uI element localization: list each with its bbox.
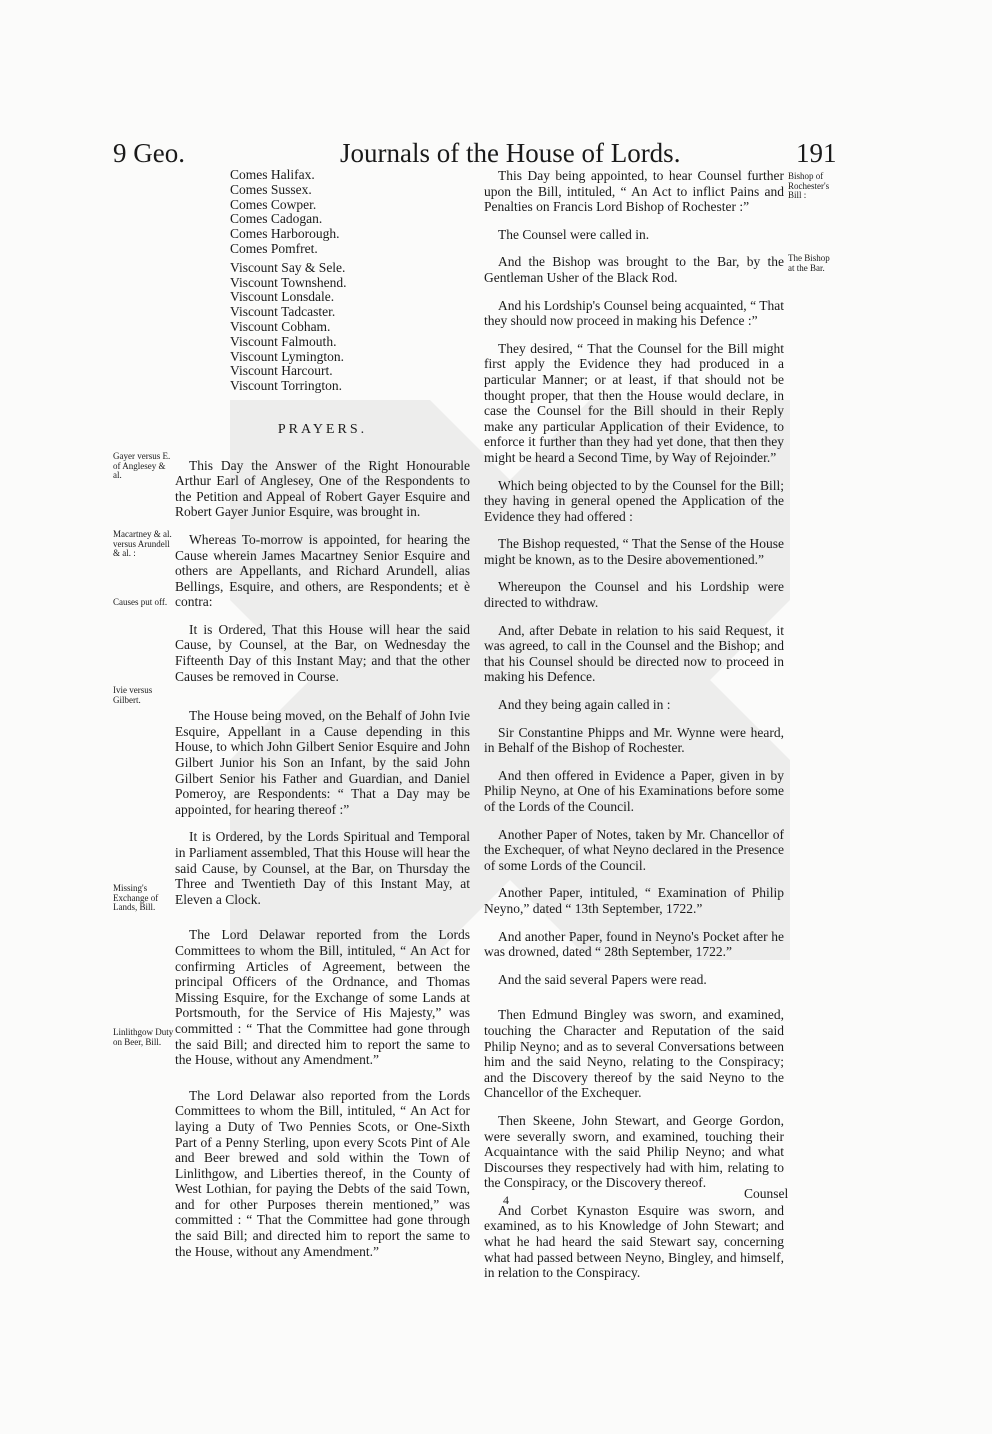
paragraph: And they being again called in : xyxy=(498,697,671,713)
paragraph: Which being objected to by the Counsel for the Bill; they having in general opened the Application of the Evidence they had offered : xyxy=(484,477,784,524)
margin-note-missing: Missing's Exchange of Lands, Bill. xyxy=(113,883,159,912)
paragraph: Whereupon the Counsel and his Lordship were directed to withdraw. xyxy=(484,579,784,611)
list-item: Viscount Lonsdale. xyxy=(230,289,335,305)
left-column xyxy=(175,168,470,1271)
paragraph: And, after Debate in relation to his said Request, it was agreed, to call in the Counsel and the Bishop; and that his Counsel should be directed now to proceed in making his Defence. xyxy=(484,622,784,685)
paragraph: The House being moved, on the Behalf of John Ivie Esquire, Appellant in a Cause depending in this House, to which John Gilbert Senior Esquire and John Gilbert Junior his Son an Infant, by the said John Gilbert Senior his Father and Guardian, and Daniel Pomeroy, are Respondents: “ That a Day may be appointed, for hearing thereof :” xyxy=(175,708,470,817)
margin-note-gayer: Gayer versus E. of Anglesey & al. xyxy=(113,451,171,480)
paragraph: The Lord Delawar reported from the Lords Committees to whom the Bill, intituled, “ An Act for confirming Articles of Agreement, between the principal Officers of the Ordnance, and Thomas Missing Esquire, for the Exchange of some Lands at Portsmouth, for the Service of His Majesty,” was committed : “ That the Committee had gone through the said Bill; and directed him to report the same to the House, without any Amendment.” xyxy=(175,927,470,1068)
list-item: Viscount Townshend. xyxy=(230,274,347,290)
paragraph: It is Ordered, That this House will hear the said Cause, by Counsel, at the Bar, on Wednesday the Fifteenth Day of this Instant May; and that the other Causes be removed in Course. xyxy=(175,621,470,684)
paragraph: And then offered in Evidence a Paper, given in by Philip Neyno, at One of his Examinations before some of the Lords of the Council. xyxy=(484,767,784,814)
paragraph: This Day the Answer of the Right Honourable Arthur Earl of Anglesey, One of the Respondents to the Petition and Appeal of Robert Gayer Esquire and Robert Gayer Junior Esquire, was brought in. xyxy=(175,457,470,520)
list-item: Comes Sussex. xyxy=(230,181,312,197)
signature-mark: 4 xyxy=(503,1193,509,1207)
paragraph: And Corbet Kynaston Esquire was sworn, and examined, as to his Knowledge of John Stewart; and what he had heard the said Stewart say, concerning what had passed between Neyno, Bingley, and himself, in relation to the Conspiracy. xyxy=(484,1202,784,1281)
margin-note-macartney: Macartney & al. versus Arundell & al. : xyxy=(113,529,172,558)
list-item: Viscount Torrington. xyxy=(230,378,342,394)
margin-note-causes-put-off: Causes put off. xyxy=(113,597,168,607)
margin-note-ivie: Ivie versus Gilbert. xyxy=(113,685,153,705)
list-item: Comes Halifax. xyxy=(230,167,315,182)
header-regnal-year: 9 Geo. xyxy=(113,138,185,168)
paragraph: Another Paper, intituled, “ Examination of Philip Neyno,” dated “ 13th September, 1722.” xyxy=(484,885,784,916)
list-item: Viscount Falmouth. xyxy=(230,333,337,349)
catchword: Counsel xyxy=(744,1186,789,1201)
paragraph: And the Bishop was brought to the Bar, by the Gentleman Usher of the Black Rod. xyxy=(484,254,784,285)
list-item: Viscount Cobham. xyxy=(230,318,331,334)
paragraph: This Day being appointed, to hear Counsel further upon the Bill, intituled, “ An Act to inflict Pains and Penalties on Francis Lord Bishop of Rochester :” xyxy=(484,168,784,215)
paragraph: And the said several Papers were read. xyxy=(498,971,707,987)
section-heading-prayers: PRAYERS. xyxy=(277,421,368,437)
header-title: Journals of the House of Lords. xyxy=(340,138,681,168)
paragraph: Then Skeene, John Stewart, and George Gordon, were severally sworn, and examined, touching their Acquaintance with the said Philip Neyno; and what Discourses they respectively had with him, relating to the Conspiracy, or the Discovery thereof. xyxy=(484,1112,784,1191)
paragraph: The Lord Delawar also reported from the Lords Committees to whom the Bill, intituled, “ An Act for laying a Duty of Two Pennies Scots, or One-Sixth Part of a Penny Sterling, upon every Scots Pint of Ale and Beer brewed and sold within the Town of Linlithgow, and Liberties thereof, in the County of West Lothian, for paying the Debts of the said Town, and for other Purposes therein mentioned,” was committed : “ That the Committee had gone through the said Bill; and directed him to report the same to the House, without any Amendment.” xyxy=(175,1087,470,1259)
paragraph: The Bishop requested, “ That the Sense of the House might be known, as to the Desire abovementioned.” xyxy=(484,536,784,567)
paragraph: Whereas To-morrow is appointed, for hearing the Cause wherein James Macartney Senior Esquire and others are Appellants, and Richard Arundell, alias Bellings, Esquire, and others, are Respondents; et è contra: xyxy=(175,531,470,610)
margin-note-bishop-bar: The Bishop at the Bar. xyxy=(788,253,830,273)
list-item: Viscount Say & Sele. xyxy=(230,259,346,275)
paragraph: The Counsel were called in. xyxy=(498,226,650,242)
list-item: Viscount Tadcaster. xyxy=(230,304,336,320)
list-item: Viscount Harcourt. xyxy=(230,363,333,379)
paragraph: And his Lordship's Counsel being acquainted, “ That they should now proceed in making his Defence :” xyxy=(484,297,784,329)
list-item: Comes Cowper. xyxy=(230,196,317,212)
list-item: Comes Harborough. xyxy=(230,226,340,242)
list-item: Comes Cadogan. xyxy=(230,211,323,227)
page-number: 191 xyxy=(796,138,837,168)
paragraph: And another Paper, found in Neyno's Pocket after he was drowned, dated “ 28th September, 1722.” xyxy=(484,928,784,960)
paragraph: Then Edmund Bingley was sworn, and examined, touching the Character and Reputation of the said Philip Neyno; and as to several Conversations between him and the said Neyno, relating to the Conspiracy; and the Discovery thereof by the said Neyno to the Chancellor of the Exchequer. xyxy=(484,1007,784,1101)
paragraph: It is Ordered, by the Lords Spiritual and Temporal in Parliament assembled, That this House will hear the said Cause, by Counsel, at the Bar, on Thursday the Three and Twentieth Day of this Instant May, at Eleven a Clock. xyxy=(175,829,470,907)
margin-note-rochester-bill: Bishop of Rochester's Bill : xyxy=(788,171,830,200)
list-item: Comes Pomfret. xyxy=(230,240,318,256)
paragraph: Sir Constantine Phipps and Mr. Wynne were heard, in Behalf of the Bishop of Rochester. xyxy=(484,724,784,756)
paragraph: They desired, “ That the Counsel for the Bill might first apply the Evidence they had produced in a particular Manner; or at least, if that should not be thought proper, that then the House would declare, in case the Counsel for the Bill should in their Reply make any particular Application of their Evidence, to enforce it further than they had yet done, that then they might be heard a Second Time, by Way of Rejoinder.” xyxy=(484,340,784,465)
margin-note-linlithgow: Linlithgow Duty on Beer, Bill. xyxy=(113,1027,174,1047)
paragraph: Another Paper of Notes, taken by Mr. Chancellor of the Exchequer, of what Neyno declared in the Presence of some Lords of the Council. xyxy=(484,826,784,873)
peer-list xyxy=(230,168,470,394)
right-column xyxy=(484,168,784,1293)
list-item: Viscount Lymington. xyxy=(230,348,344,364)
